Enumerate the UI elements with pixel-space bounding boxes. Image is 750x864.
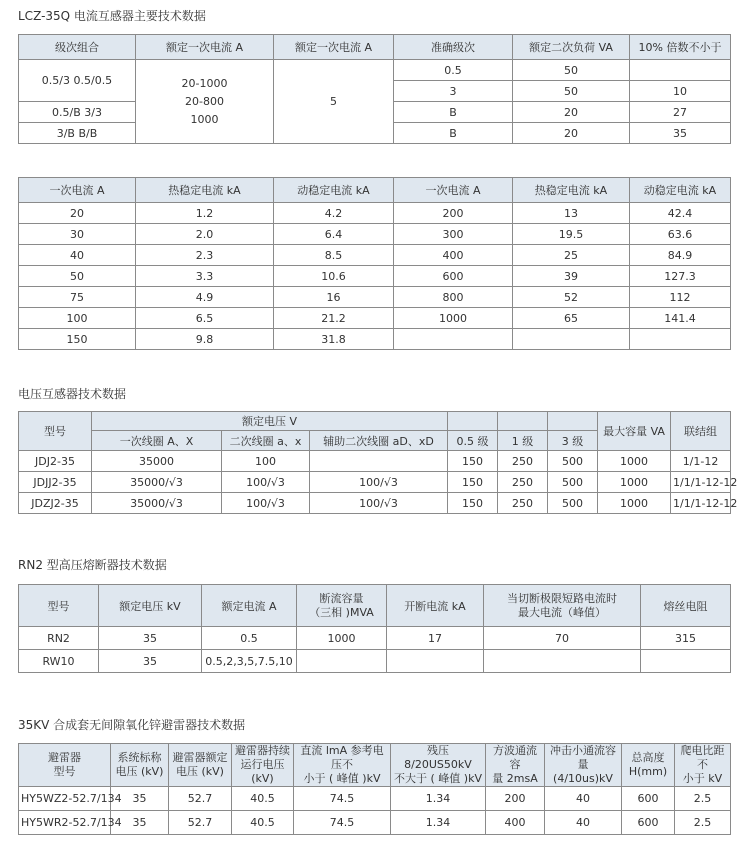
- table-cell: 150: [448, 451, 498, 472]
- table-cell: [641, 650, 731, 673]
- table-cell: 25: [513, 245, 630, 266]
- table-cell: 30: [19, 224, 136, 245]
- header-cell: [622, 744, 675, 787]
- header-model: 型号: [19, 585, 99, 627]
- header-cell: [169, 744, 232, 787]
- header-cell: [111, 744, 169, 787]
- table-cell: [513, 329, 630, 350]
- header-class-05: 0.5 级: [448, 431, 498, 451]
- table-cell: 2.0: [136, 224, 274, 245]
- table-row: [19, 329, 731, 350]
- table-cell: 42.4: [630, 203, 731, 224]
- table-row: [19, 650, 731, 673]
- table-cell: 63.6: [630, 224, 731, 245]
- rated-secondary-cell: 5: [274, 60, 394, 144]
- header-line: 电压 (kV): [176, 765, 224, 778]
- table-cell: 1000: [598, 472, 671, 493]
- table-cell: 600: [622, 811, 675, 835]
- table-cell: 8.5: [274, 245, 394, 266]
- header-class-1: 1 级: [498, 431, 548, 451]
- table-cell: 100: [19, 308, 136, 329]
- table-cell: 100: [222, 451, 310, 472]
- table-cell: 400: [486, 811, 545, 835]
- table-cell: 500: [548, 472, 598, 493]
- header-cell: [232, 744, 294, 787]
- table-cell: 600: [394, 266, 513, 287]
- header-line: 运行电压 (kV): [240, 758, 285, 785]
- table-header-row: [19, 35, 731, 60]
- header-line: 最大电流（峰值）: [518, 605, 606, 619]
- header-line: 冲击小通流容: [550, 744, 616, 757]
- table-cell: 35: [99, 627, 202, 650]
- primary-current-value: 20-800: [185, 94, 224, 108]
- table-cell: 112: [630, 287, 731, 308]
- table-cell: 9.8: [136, 329, 274, 350]
- table-cell: 400: [394, 245, 513, 266]
- header-line: 避雷器额定: [172, 751, 228, 764]
- table-cell: 70: [484, 627, 641, 650]
- table-cell: 4.9: [136, 287, 274, 308]
- header-max-capacity: 最大容量 VA: [598, 412, 671, 451]
- header-line: 小于 ( 峰值 )kV: [303, 772, 381, 785]
- table-row: [19, 308, 731, 329]
- header-cell: [545, 744, 622, 787]
- multiple-cell: 27: [630, 102, 731, 123]
- table-row: [19, 811, 731, 835]
- table-cell: 39: [513, 266, 630, 287]
- header-line: 直流 lmA 参考电压不: [300, 744, 384, 771]
- header-line: 小于 kV: [682, 772, 723, 785]
- table-header-row: [19, 412, 731, 431]
- header-line: 残压 8/20US50kV: [404, 744, 472, 771]
- primary-current-value: 20-1000: [181, 76, 228, 90]
- table-cell: 35000: [92, 451, 222, 472]
- header-line: （三相 )MVA: [309, 605, 374, 619]
- header-aux-winding: 辅助二次线圈 aD、xD: [310, 431, 448, 451]
- table-row: [19, 224, 731, 245]
- table-cell: 4.2: [274, 203, 394, 224]
- table-cell: [394, 329, 513, 350]
- table-header-row: [19, 178, 731, 203]
- header-line: 系统标称: [117, 751, 162, 764]
- table-cell: RN2: [19, 627, 99, 650]
- table-cell: 16: [274, 287, 394, 308]
- table-cell: 1.2: [136, 203, 274, 224]
- table-row: [19, 451, 731, 472]
- table-cell: 250: [498, 451, 548, 472]
- burden-cell: 20: [513, 102, 630, 123]
- table-cell: 0.5,2,3,5,7.5,10: [202, 650, 297, 673]
- ct-stability-table: [18, 177, 731, 350]
- header-rated-primary: 额定一次电流 A: [136, 35, 274, 60]
- table-cell: 1000: [297, 627, 387, 650]
- table-cell: 250: [498, 493, 548, 514]
- combo-cell: 0.5/3 0.5/0.5: [19, 60, 136, 102]
- table-cell: 13: [513, 203, 630, 224]
- arrester-table: [18, 743, 731, 835]
- header-rated-current: 额定电流 A: [202, 585, 297, 627]
- table-row: [19, 472, 731, 493]
- multiple-cell: 35: [630, 123, 731, 144]
- ct-main-table: [18, 34, 731, 144]
- table-cell: 35: [111, 811, 169, 835]
- header-breaking-current: 开断电流 kA: [387, 585, 484, 627]
- header-model: 型号: [19, 412, 92, 451]
- table-cell: 600: [622, 787, 675, 811]
- table-cell: 65: [513, 308, 630, 329]
- combo-cell: 3/B B/B: [19, 123, 136, 144]
- header-line: 避雷器: [48, 751, 81, 764]
- header-line: 爬电比距不: [680, 744, 725, 771]
- table-cell: 19.5: [513, 224, 630, 245]
- table-cell: 500: [548, 493, 598, 514]
- table-cell: JDJJ2-35: [19, 472, 92, 493]
- table-cell: 250: [498, 472, 548, 493]
- table-cell: 84.9: [630, 245, 731, 266]
- table-cell: 6.4: [274, 224, 394, 245]
- table-cell: 10.6: [274, 266, 394, 287]
- header-line: H(mm): [628, 765, 668, 778]
- table-cell: 1000: [394, 308, 513, 329]
- table-cell: 21.2: [274, 308, 394, 329]
- table-cell: 100/√3: [222, 472, 310, 493]
- table-cell: 35: [111, 787, 169, 811]
- table-cell: 40.5: [232, 811, 294, 835]
- table-cell: [630, 329, 731, 350]
- header-blank: [498, 412, 548, 431]
- table-cell: 150: [19, 329, 136, 350]
- table-cell: 1000: [598, 451, 671, 472]
- table-cell: 75: [19, 287, 136, 308]
- rn2-table: [18, 584, 731, 673]
- header-line: 总高度: [631, 751, 665, 764]
- table-cell: 2.5: [675, 811, 731, 835]
- table-cell: [387, 650, 484, 673]
- multiple-cell: 10: [630, 81, 731, 102]
- table-cell: JDZJ2-35: [19, 493, 92, 514]
- header-rated-voltage: 额定电压 V: [92, 412, 448, 431]
- burden-cell: 50: [513, 81, 630, 102]
- table-row: [19, 627, 731, 650]
- table-cell: 35000/√3: [92, 472, 222, 493]
- header-primary-winding: 一次线圈 A、X: [92, 431, 222, 451]
- header-primary-current-2: 一次电流 A: [394, 178, 513, 203]
- table-cell: 35000/√3: [92, 493, 222, 514]
- table-cell: [297, 650, 387, 673]
- table-row: [19, 287, 731, 308]
- header-cell: [675, 744, 731, 787]
- table-cell: JDJ2-35: [19, 451, 92, 472]
- header-dynamic-current: 动稳定电流 kA: [274, 178, 394, 203]
- header-breaking-capacity: [297, 585, 387, 627]
- table-cell: 40: [545, 787, 622, 811]
- table-header-row: [19, 585, 731, 627]
- table-cell: 100/√3: [222, 493, 310, 514]
- header-line: 不大于 ( 峰值 )kV: [394, 772, 482, 785]
- table-cell: 1/1-12: [671, 451, 731, 472]
- table-cell: 35: [99, 650, 202, 673]
- header-secondary-winding: 二次线圈 a、x: [222, 431, 310, 451]
- header-cell: [486, 744, 545, 787]
- table-cell: [310, 451, 448, 472]
- table-cell: 52.7: [169, 787, 232, 811]
- table-cell: 17: [387, 627, 484, 650]
- accuracy-cell: B: [394, 102, 513, 123]
- header-rated-primary-2: 额定一次电流 A: [274, 35, 394, 60]
- accuracy-cell: 3: [394, 81, 513, 102]
- table-cell: 150: [448, 472, 498, 493]
- burden-cell: 20: [513, 123, 630, 144]
- table-cell: [484, 650, 641, 673]
- table-cell: 0.5: [202, 627, 297, 650]
- header-dynamic-current-2: 动稳定电流 kA: [630, 178, 731, 203]
- table-cell: 200: [394, 203, 513, 224]
- table-cell: 52: [513, 287, 630, 308]
- table-cell: 1000: [598, 493, 671, 514]
- table-cell: 50: [19, 266, 136, 287]
- table-cell: 1.34: [391, 787, 486, 811]
- table-row: [19, 203, 731, 224]
- header-line: 当切断极限短路电流时: [507, 591, 617, 605]
- table-cell: 40.5: [232, 787, 294, 811]
- table-cell: 100/√3: [310, 472, 448, 493]
- header-fuse-resistance: 熔丝电阻: [641, 585, 731, 627]
- table-cell: 315: [641, 627, 731, 650]
- header-cell: [19, 744, 111, 787]
- header-line: 型号: [53, 765, 76, 778]
- table-cell: 1/1/1-12-12: [671, 472, 731, 493]
- header-multiple: 10% 倍数不小于: [630, 35, 731, 60]
- header-burden: 额定二次负荷 VA: [513, 35, 630, 60]
- accuracy-cell: 0.5: [394, 60, 513, 81]
- table-cell: 40: [19, 245, 136, 266]
- burden-cell: 50: [513, 60, 630, 81]
- table-cell: 2.3: [136, 245, 274, 266]
- table-cell: RW10: [19, 650, 99, 673]
- header-line: 量 (4/10us)kV: [553, 758, 613, 785]
- table-cell: 100/√3: [310, 493, 448, 514]
- pt-section-title: 电压互感器技术数据: [18, 387, 127, 401]
- header-combo: 级次组合: [19, 35, 136, 60]
- table-cell: HY5WR2-52.7/134: [19, 811, 111, 835]
- header-thermal-current: 热稳定电流 kA: [136, 178, 274, 203]
- table-row: [19, 493, 731, 514]
- header-line: 量 2msA: [492, 772, 538, 785]
- table-row: [19, 245, 731, 266]
- table-row: [19, 266, 731, 287]
- table-row: [19, 787, 731, 811]
- header-cell: [391, 744, 486, 787]
- table-header-row: [19, 744, 731, 787]
- table-cell: 40: [545, 811, 622, 835]
- table-cell: 74.5: [294, 811, 391, 835]
- accuracy-cell: B: [394, 123, 513, 144]
- primary-current-cell: [136, 60, 274, 144]
- header-blank: [448, 412, 498, 431]
- table-cell: 300: [394, 224, 513, 245]
- header-class-3: 3 级: [548, 431, 598, 451]
- primary-current-value: 1000: [190, 112, 219, 126]
- table-cell: 150: [448, 493, 498, 514]
- header-accuracy: 准确级次: [394, 35, 513, 60]
- table-cell: 200: [486, 787, 545, 811]
- table-cell: 800: [394, 287, 513, 308]
- header-line: 断流容量: [319, 591, 364, 605]
- table-cell: HY5WZ2-52.7/134: [19, 787, 111, 811]
- table-cell: 2.5: [675, 787, 731, 811]
- table-cell: 74.5: [294, 787, 391, 811]
- header-cell: [294, 744, 391, 787]
- table-cell: 1.34: [391, 811, 486, 835]
- table-cell: 1/1/1-12-12: [671, 493, 731, 514]
- header-blank: [548, 412, 598, 431]
- table-cell: 127.3: [630, 266, 731, 287]
- header-max-current: [484, 585, 641, 627]
- table-cell: 6.5: [136, 308, 274, 329]
- header-line: 避雷器持续: [235, 744, 290, 757]
- table-cell: 20: [19, 203, 136, 224]
- header-connection-group: 联结组: [671, 412, 731, 451]
- table-cell: 500: [548, 451, 598, 472]
- table-cell: 3.3: [136, 266, 274, 287]
- header-thermal-current-2: 热稳定电流 kA: [513, 178, 630, 203]
- header-line: 方波通流容: [493, 744, 537, 771]
- multiple-cell: [630, 60, 731, 81]
- table-cell: 31.8: [274, 329, 394, 350]
- table-cell: 141.4: [630, 308, 731, 329]
- combo-cell: 0.5/B 3/3: [19, 102, 136, 123]
- pt-table: [18, 411, 738, 514]
- rn2-section-title: RN2 型高压熔断器技术数据: [18, 558, 167, 572]
- ct-section-title: LCZ-35Q 电流互感器主要技术数据: [18, 9, 206, 23]
- header-rated-voltage: 额定电压 kV: [99, 585, 202, 627]
- table-cell: 52.7: [169, 811, 232, 835]
- arrester-section-title: 35KV 合成套无间隙氧化锌避雷器技术数据: [18, 718, 246, 732]
- header-line: 电压 (kV): [115, 765, 164, 778]
- table-row: [19, 60, 731, 81]
- header-primary-current: 一次电流 A: [19, 178, 136, 203]
